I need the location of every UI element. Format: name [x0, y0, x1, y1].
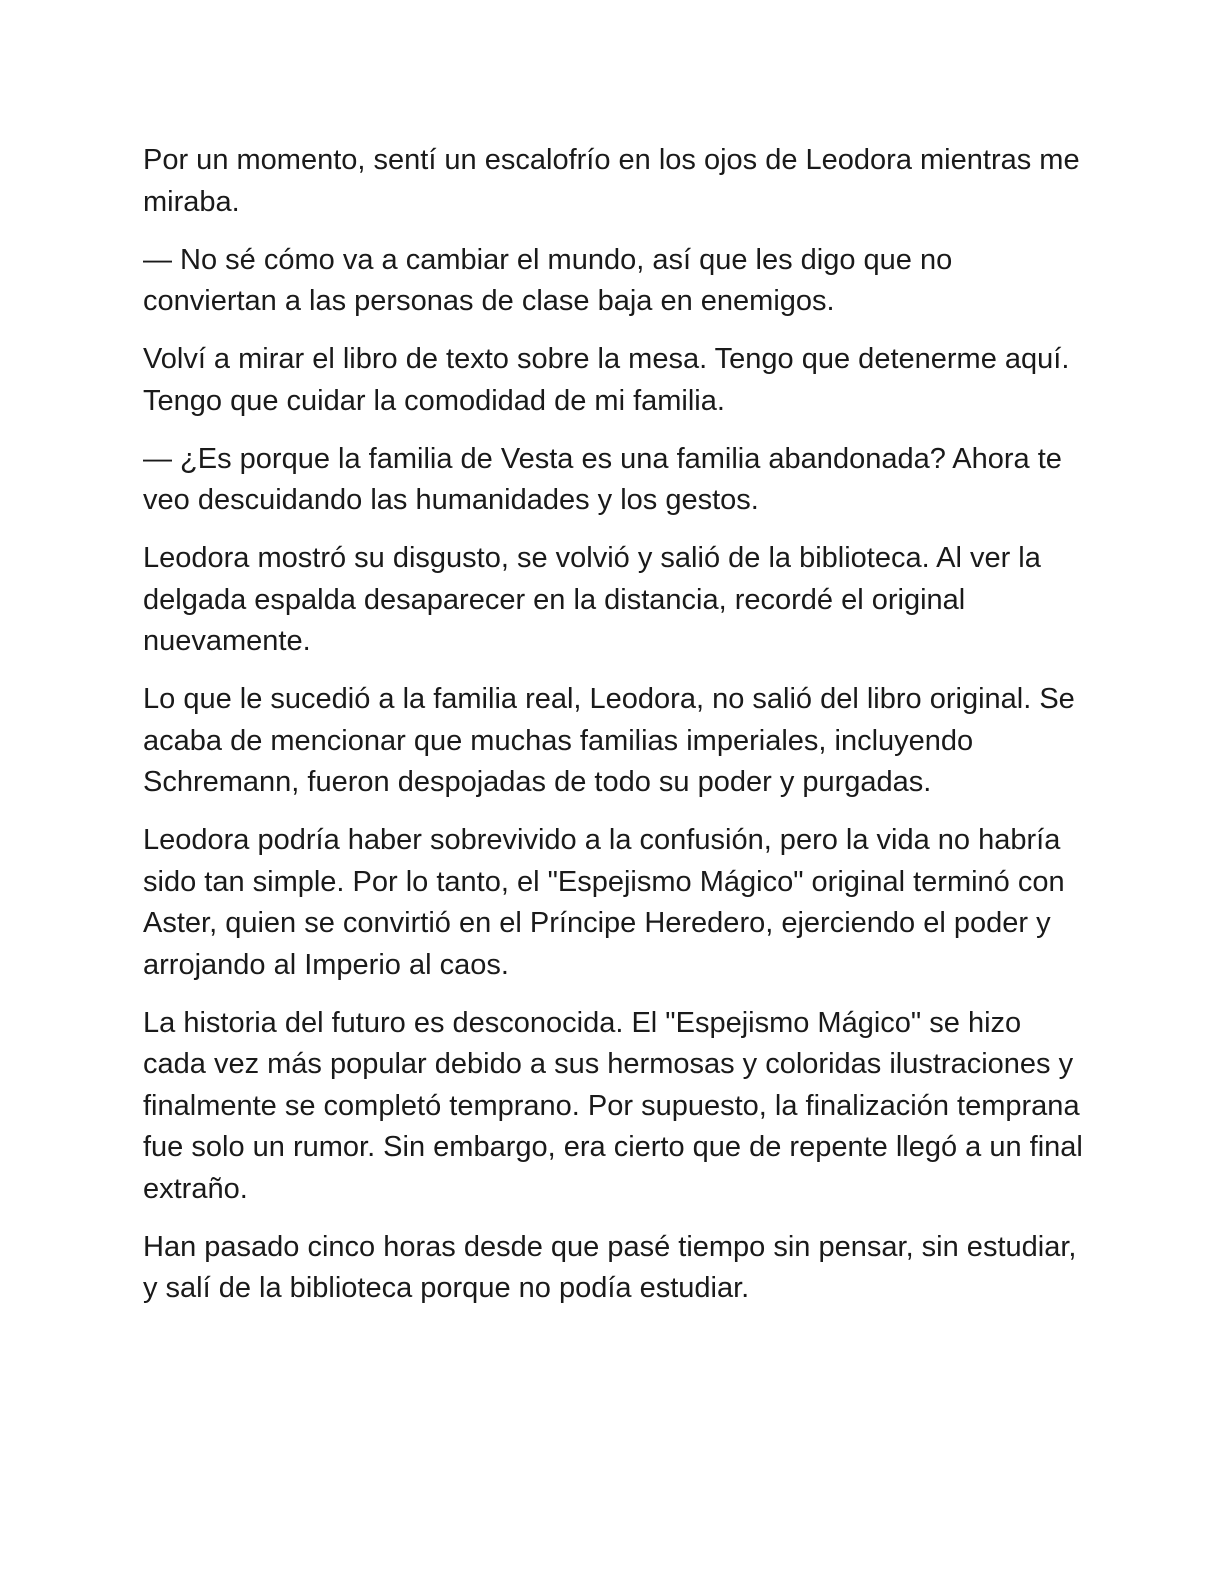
paragraph-6: Lo que le sucedió a la familia real, Leodora, no salió del libro original. Se acaba de mencionar que muchas familias imperiales, incluyendo Schremann, fueron despojadas de todo su poder y purgadas. — [143, 683, 1075, 798]
paragraph-2: — No sé cómo va a cambiar el mundo, así que les digo que no conviertan a las personas de clase baja en enemigos. — [143, 243, 953, 317]
paragraph-1: Por un momento, sentí un escalofrío en los ojos de Leodora mientras me miraba. — [143, 144, 1080, 218]
paragraph-7: Leodora podría haber sobrevivido a la confusión, pero la vida no habría sido tan simple. Por lo tanto, el "Espejismo Mágico" original terminó con Aster, quien se convirtió en el Príncipe Heredero, ejerciendo el poder y arrojando al Imperio al caos. — [143, 824, 1065, 981]
document-page — [143, 140, 1088, 1326]
paragraph-8: La historia del futuro es desconocida. El "Espejismo Mágico" se hizo cada vez más popular debido a sus hermosas y coloridas ilustraciones y finalmente se completó temprano. Por supuesto, la finalización temprana fue solo un rumor. Sin embargo, era cierto que de repente llegó a un final extraño. — [143, 1006, 1083, 1205]
paragraph-3: Volví a mirar el libro de texto sobre la mesa. Tengo que detenerme aquí. Tengo que cuidar la comodidad de mi familia. — [143, 343, 1070, 417]
paragraph-5: Leodora mostró su disgusto, se volvió y salió de la biblioteca. Al ver la delgada espalda desaparecer en la distancia, recordé el original nuevamente. — [143, 542, 1041, 657]
paragraph-9: Han pasado cinco horas desde que pasé tiempo sin pensar, sin estudiar, y salí de la biblioteca porque no podía estudiar. — [143, 1230, 1077, 1304]
paragraph-4: — ¿Es porque la familia de Vesta es una familia abandonada? Ahora te veo descuidando las humanidades y los gestos. — [143, 442, 1062, 516]
